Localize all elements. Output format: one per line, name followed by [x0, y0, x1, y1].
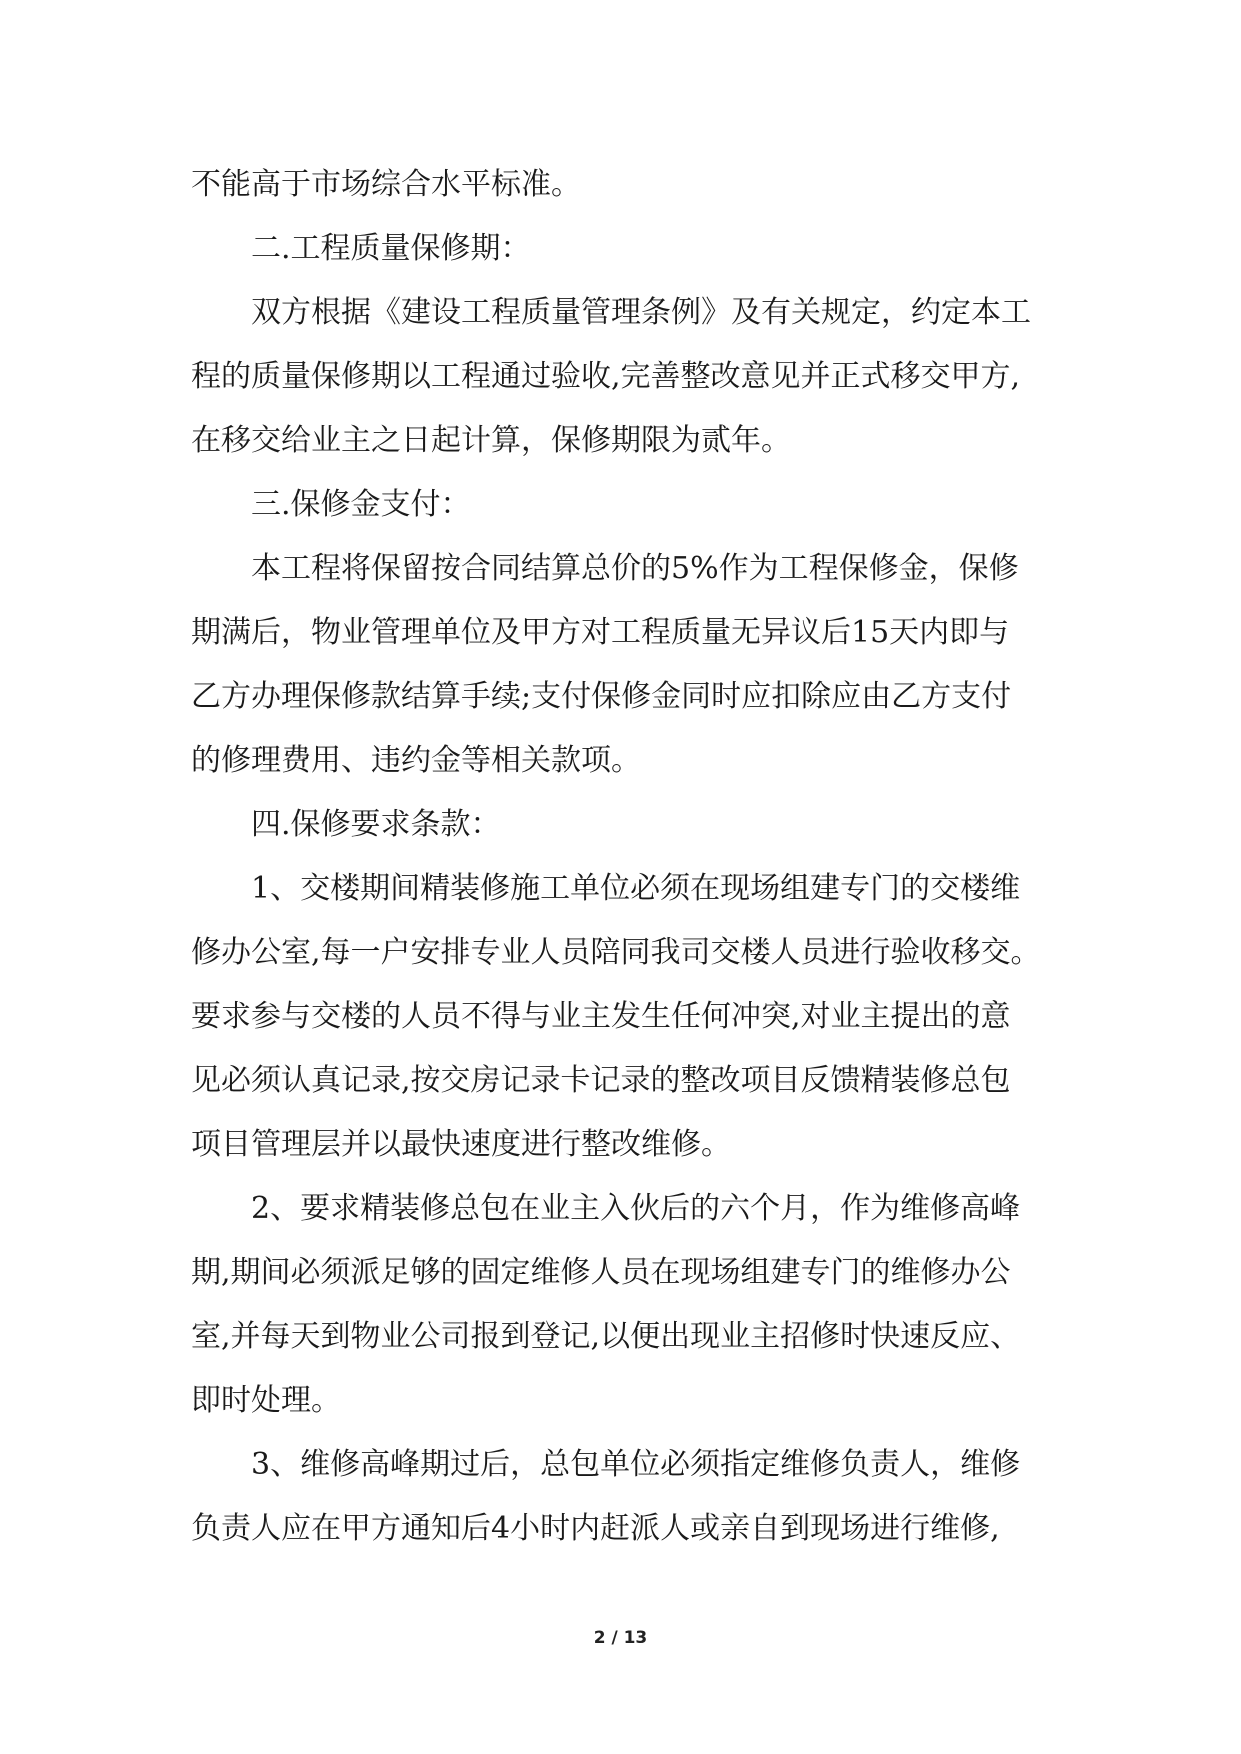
text-line-13: 修办公室,每一户安排专业人员陪同我司交楼人员进行验收移交。: [191, 935, 1041, 970]
document-body: [191, 153, 1061, 1561]
text-line-5: 在移交给业主之日起计算，保修期限为贰年。: [191, 423, 791, 458]
text-line-16: 项目管理层并以最快速度进行整改维修。: [191, 1127, 731, 1162]
text-line-17: 2、要求精装修总包在业主入伙后的六个月，作为维修高峰: [251, 1191, 1021, 1226]
text-line-12: 1、交楼期间精装修施工单位必须在现场组建专门的交楼维: [251, 871, 1021, 906]
text-line-20: 即时处理。: [191, 1383, 341, 1418]
page-number: 2 / 13: [593, 1628, 648, 1648]
section-heading-warranty-terms: 四.保修要求条款：: [251, 807, 501, 842]
text-line-1: 不能高于市场综合水平标准。: [191, 167, 581, 202]
text-line-21: 3、维修高峰期过后，总包单位必须指定维修负责人，维修: [251, 1447, 1021, 1482]
text-line-15: 见必须认真记录,按交房记录卡记录的整改项目反馈精装修总包: [191, 1063, 1011, 1098]
section-heading-warranty-payment: 三.保修金支付：: [251, 487, 471, 522]
text-line-10: 的修理费用、违约金等相关款项。: [191, 743, 641, 778]
text-line-7: 本工程将保留按合同结算总价的5%作为工程保修金，保修: [251, 551, 1019, 586]
section-heading-warranty-period: 二.工程质量保修期：: [251, 231, 531, 266]
text-line-8: 期满后，物业管理单位及甲方对工程质量无异议后15天内即与: [191, 615, 1010, 650]
text-line-19: 室,并每天到物业公司报到登记,以便出现业主招修时快速反应、: [191, 1319, 1021, 1354]
text-line-9: 乙方办理保修款结算手续;支付保修金同时应扣除应由乙方支付: [191, 679, 1012, 714]
text-line-3: 双方根据《建设工程质量管理条例》及有关规定，约定本工: [251, 295, 1031, 330]
text-line-14: 要求参与交楼的人员不得与业主发生任何冲突,对业主提出的意: [191, 999, 1011, 1034]
text-line-4: 程的质量保修期以工程通过验收,完善整改意见并正式移交甲方,: [191, 359, 1021, 394]
text-line-22: 负责人应在甲方通知后4小时内赶派人或亲自到现场进行维修,: [191, 1511, 1000, 1546]
text-line-18: 期,期间必须派足够的固定维修人员在现场组建专门的维修办公: [191, 1255, 1011, 1290]
